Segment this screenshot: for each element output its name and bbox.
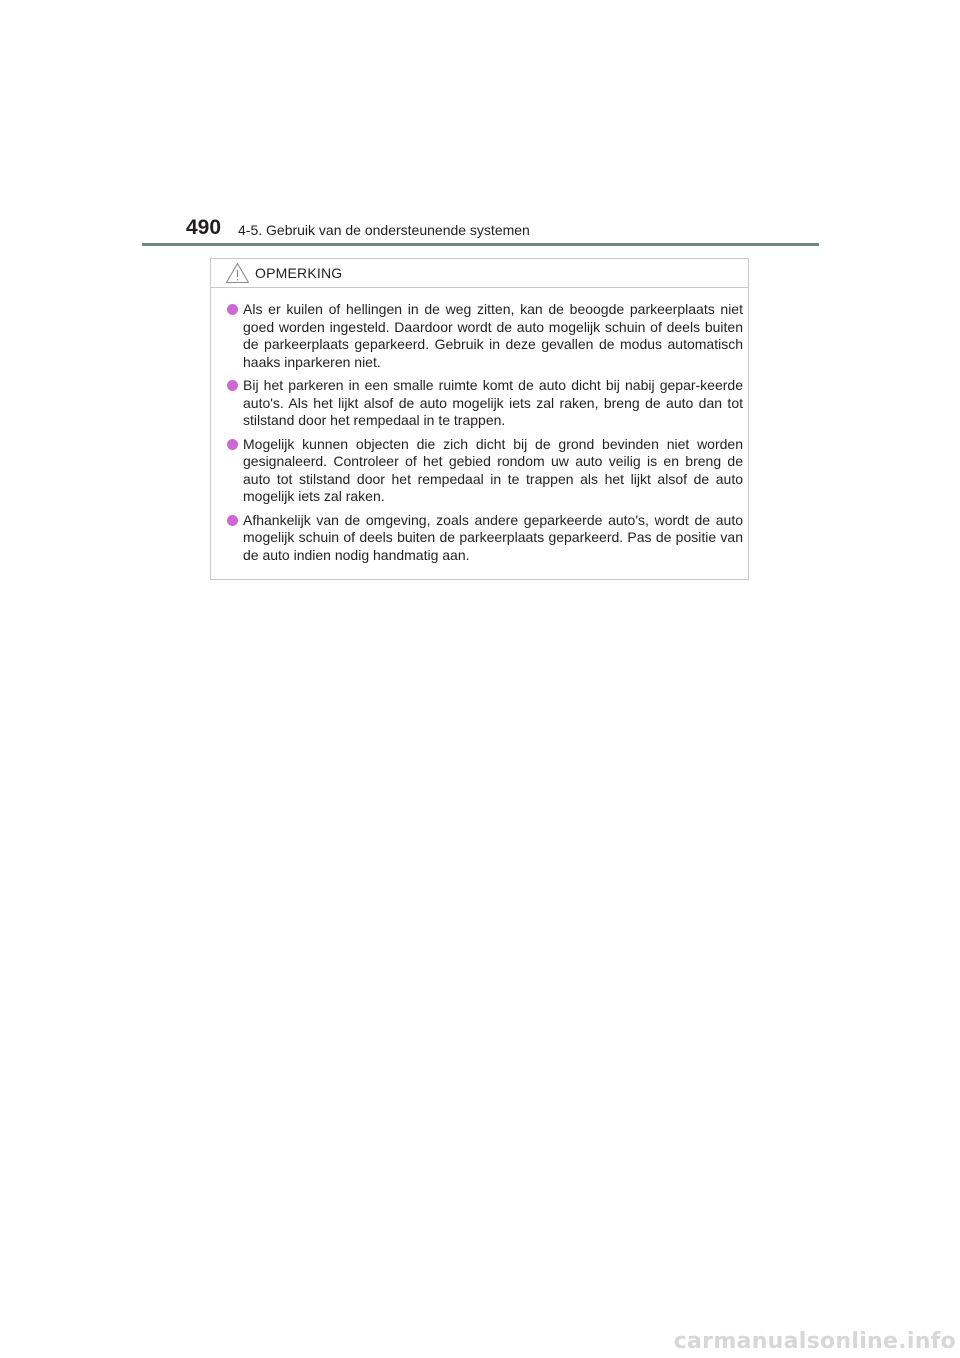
list-item: [227, 512, 743, 565]
bullet-dot-icon: [227, 515, 238, 526]
bullet-dot-icon: [227, 304, 238, 315]
list-item: [227, 436, 743, 506]
page-number: 490: [186, 216, 222, 239]
header-divider: [142, 243, 819, 246]
notice-label: OPMERKING: [255, 265, 343, 281]
list-item-text: Als er kuilen of hellingen in de weg zitten, kan de beoogde parkeerplaats niet goed worden ingesteld. Daardoor wordt de auto mogelijk schuin of deels buiten de parkeerplaats geparkeerd. Gebruik in deze gevallen de modus automatisch haaks inparkeren niet.: [243, 301, 743, 370]
list-item-text: Afhankelijk van de omgeving, zoals andere geparkeerde auto's, wordt de auto mogelijk schuin of deels buiten de parkeerplaats geparkeerd. Pas de positie van de auto indien nodig handmatig aan.: [243, 511, 743, 563]
warning-triangle-icon: [225, 262, 250, 284]
bullet-dot-icon: [227, 439, 238, 450]
list-item-text: Mogelijk kunnen objecten die zich dicht bij de grond bevinden niet worden gesignaleerd. Controleer of het gebied rondom uw auto veilig is en breng de auto tot stilstand door het rempedaal in te trappen als het lijkt alsof de auto mogelijk iets zal raken.: [243, 435, 743, 504]
notice-list: [227, 301, 743, 570]
bullet-dot-icon: [227, 380, 238, 391]
list-item: [227, 377, 743, 430]
notice-box: [210, 258, 749, 580]
list-item: [227, 301, 743, 371]
watermark: carmanualsonline.info: [673, 1329, 956, 1354]
notice-header: [211, 259, 748, 288]
list-item-text: Bij het parkeren in een smalle ruimte komt de auto dicht bij nabij gepar-keerde auto's. Als het lijkt alsof de auto mogelijk iets zal raken, breng de auto dan tot stilstand door het rempedaal in te trappen.: [243, 377, 743, 428]
section-title: 4-5. Gebruik van de ondersteunende systemen: [238, 222, 530, 238]
